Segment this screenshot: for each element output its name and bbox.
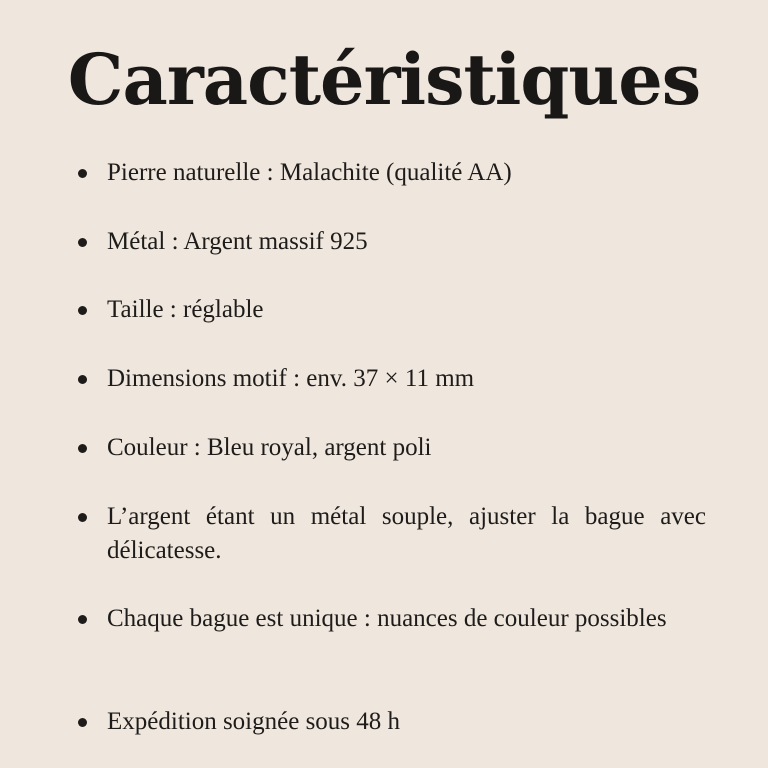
feature-text: L’argent étant un métal souple, ajuster la bague avec délicatesse.	[107, 503, 706, 564]
feature-text: Dimensions motif : env. 37 × 11 mm	[107, 365, 475, 392]
feature-text: Métal : Argent massif 925	[107, 228, 368, 255]
bullet-icon	[78, 615, 87, 624]
feature-text: Pierre naturelle : Malachite (qualité AA)	[107, 159, 512, 186]
bullet-icon	[78, 169, 87, 178]
feature-item-metal	[78, 225, 706, 259]
feature-item-size	[78, 293, 706, 327]
page-title: Caractéristiques	[67, 38, 701, 121]
feature-item-dimensions	[78, 362, 706, 396]
bullet-icon	[78, 306, 87, 315]
feature-item-stone	[78, 156, 706, 190]
feature-text: Couleur : Bleu royal, argent poli	[107, 434, 432, 461]
feature-item-unique	[78, 602, 706, 636]
feature-text: Taille : réglable	[107, 296, 264, 323]
feature-text: Expédition soignée sous 48 h	[107, 708, 401, 735]
bullet-icon	[78, 513, 87, 522]
feature-text: Chaque bague est unique : nuances de couleur possibles	[107, 605, 667, 632]
feature-item-color	[78, 431, 706, 465]
feature-item-shipping	[78, 705, 706, 739]
bullet-icon	[78, 718, 87, 727]
feature-item-care	[78, 500, 706, 568]
bullet-icon	[78, 375, 87, 384]
bullet-icon	[78, 238, 87, 247]
bullet-icon	[78, 444, 87, 453]
